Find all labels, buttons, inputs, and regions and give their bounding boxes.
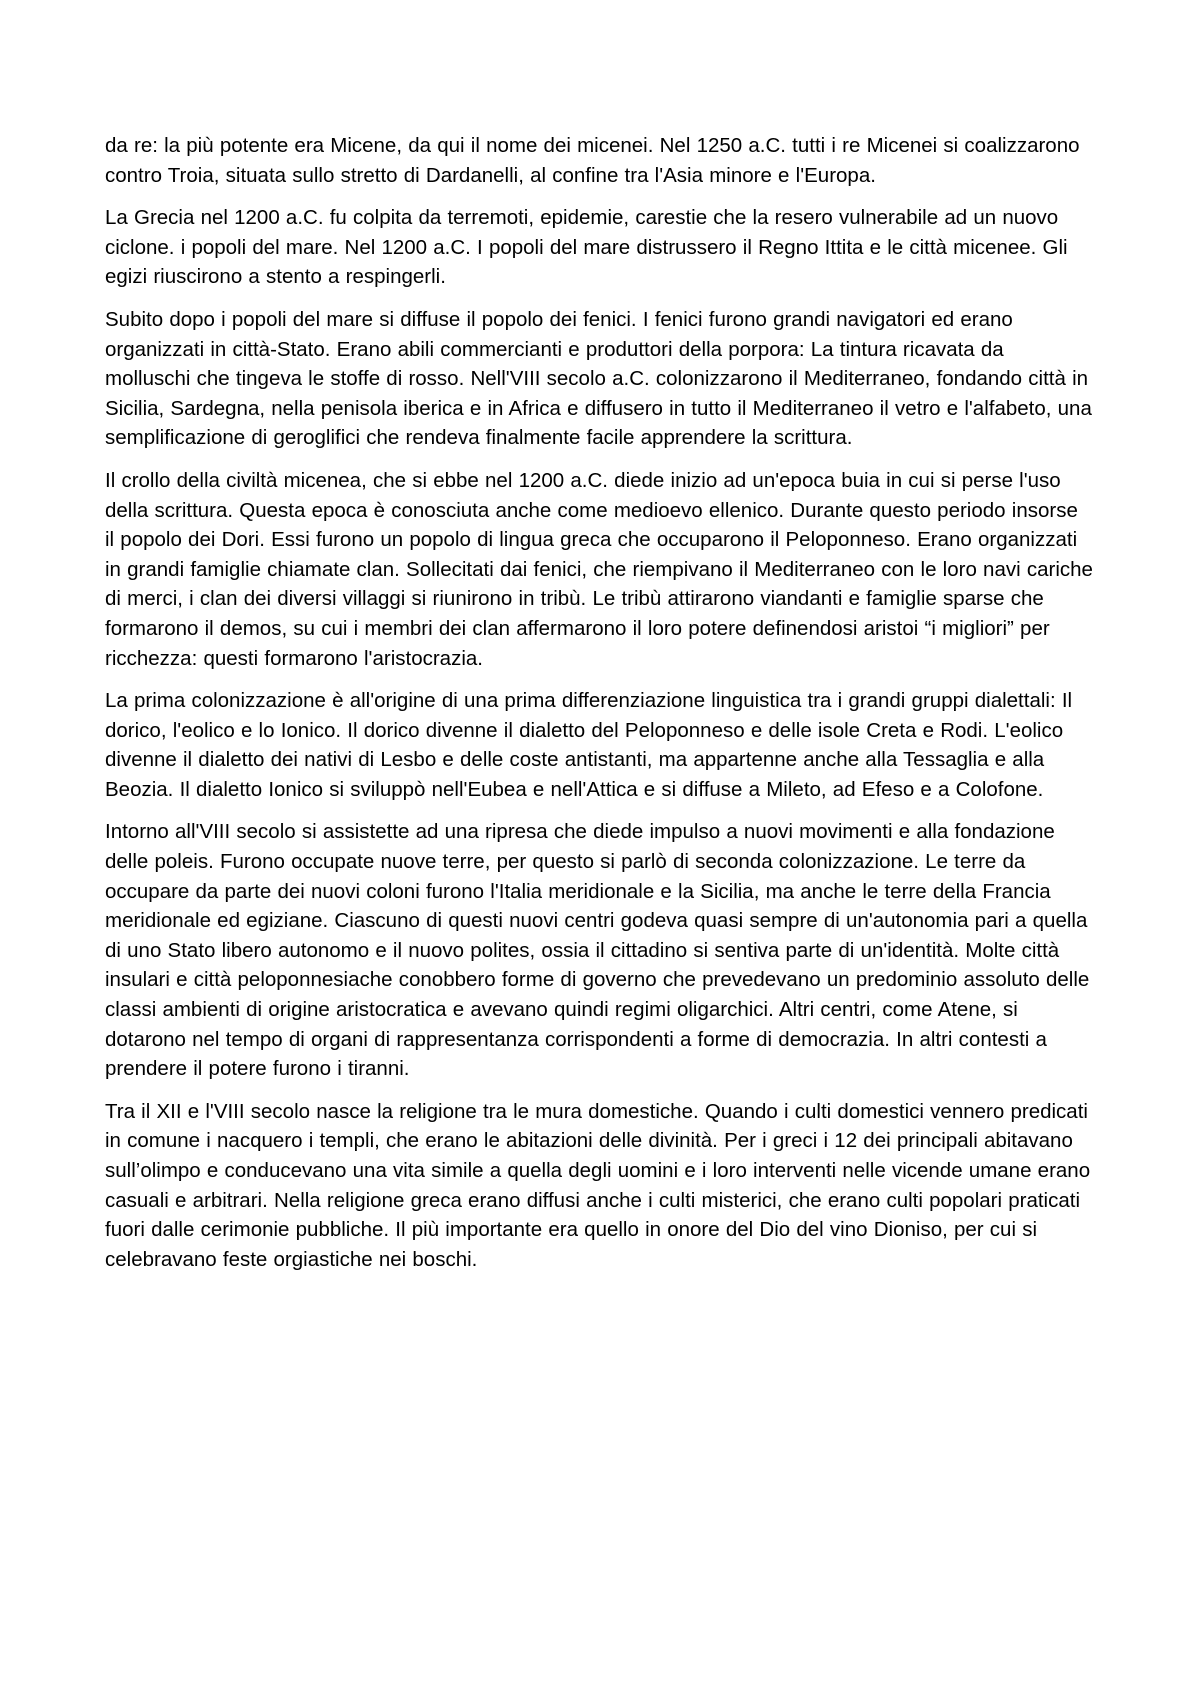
paragraph-3: Subito dopo i popoli del mare si diffuse il popolo dei fenici. I fenici furono grandi navigatori ed erano organizzati in città-Stato. Erano abili commercianti e produttori della porpora: La tintura ricavata da molluschi che tingeva le stoffe di rosso. Nell'VIII secolo a.C. colonizzarono il Mediterraneo, fondando città in Sicilia, Sardegna, nella penisola iberica e in Africa e diffusero in tutto il Mediterraneo il vetro e l'alfabeto, una semplificazione di geroglifici che rendeva finalmente facile apprendere la scrittura. [105, 307, 1092, 450]
paragraph-2: La Grecia nel 1200 a.C. fu colpita da terremoti, epidemie, carestie che la resero vulnerabile ad un nuovo ciclone. i popoli del mare. Nel 1200 a.C. I popoli del mare distrussero il Regno Ittita e le città micenee. Gli egizi riuscirono a stento a respingerli. [105, 206, 1068, 289]
paragraph-1: da re: la più potente era Micene, da qui il nome dei micenei. Nel 1250 a.C. tutti i re Micenei si coalizzarono contro Troia, situata sullo stretto di Dardanelli, al confine tra l'Asia minore e l'Europa. [105, 134, 1080, 187]
paragraph-5: La prima colonizzazione è all'origine di una prima differenziazione linguistica tra i grandi gruppi dialettali: Il dorico, l'eolico e lo Ionico. Il dorico divenne il dialetto del Peloponneso e delle isole Creta e Rodi. L'eolico divenne il dialetto dei nativi di Lesbo e delle coste antistanti, ma appartenne anche alla Tessaglia e alla Beozia. Il dialetto Ionico si sviluppò nell'Eubea e nell'Attica e si diffuse a Mileto, ad Efeso e a Colofone. [105, 689, 1073, 801]
document-text-block [105, 131, 1093, 1287]
paragraph-6: Intorno all'VIII secolo si assistette ad una ripresa che diede impulso a nuovi movimenti e alla fondazione delle poleis. Furono occupate nuove terre, per questo si parlò di seconda colonizzazione. Le terre da occupare da parte dei nuovi coloni furono l'Italia meridionale e la Sicilia, ma anche le terre della Francia meridionale ed egiziane. Ciascuno di questi nuovi centri godeva quasi sempre di un'autonomia pari a quella di uno Stato libero autonomo e il nuovo polites, ossia il cittadino si sentiva parte di un'identità. Molte città insulari e città peloponnesiache conobbero forme di governo che prevedevano un predominio assoluto delle classi ambienti di origine aristocratica e avevano quindi regimi oligarchici. Altri centri, come Atene, si dotarono nel tempo di organi di rappresentanza corrispondenti a forme di democrazia. In altri contesti a prendere il potere furono i tiranni. [105, 820, 1090, 1081]
paragraph-4: Il crollo della civiltà micenea, che si ebbe nel 1200 a.C. diede inizio ad un'epoca buia in cui si perse l'uso della scrittura. Questa epoca è conosciuta anche come medioevo ellenico. Durante questo periodo insorse il popolo dei Dori. Essi furono un popolo di lingua greca che occuparono il Peloponneso. Erano organizzati in grandi famiglie chiamate clan. Sollecitati dai fenici, che riempivano il Mediterraneo con le loro navi cariche di merci, i clan dei diversi villaggi si riunirono in tribù. Le tribù attirarono viandanti e famiglie sparse che formarono il demos, su cui i membri dei clan affermarono il loro potere definendosi aristoi “i migliori” per ricchezza: questi formarono l'aristocrazia. [105, 468, 1093, 670]
paragraph-7: Tra il XII e l'VIII secolo nasce la religione tra le mura domestiche. Quando i culti domestici vennero predicati in comune i nacquero i templi, che erano le abitazioni delle divinità. Per i greci i 12 dei principali abitavano sull’olimpo e conducevano una vita simile a quella degli uomini e i loro interventi nelle vicende umane erano casuali e arbitrari. Nella religione greca erano diffusi anche i culti misterici, che erano culti popolari praticati fuori dalle cerimonie pubbliche. Il più importante era quello in onore del Dio del vino Dioniso, per cui si celebravano feste orgiastiche nei boschi. [105, 1099, 1091, 1271]
